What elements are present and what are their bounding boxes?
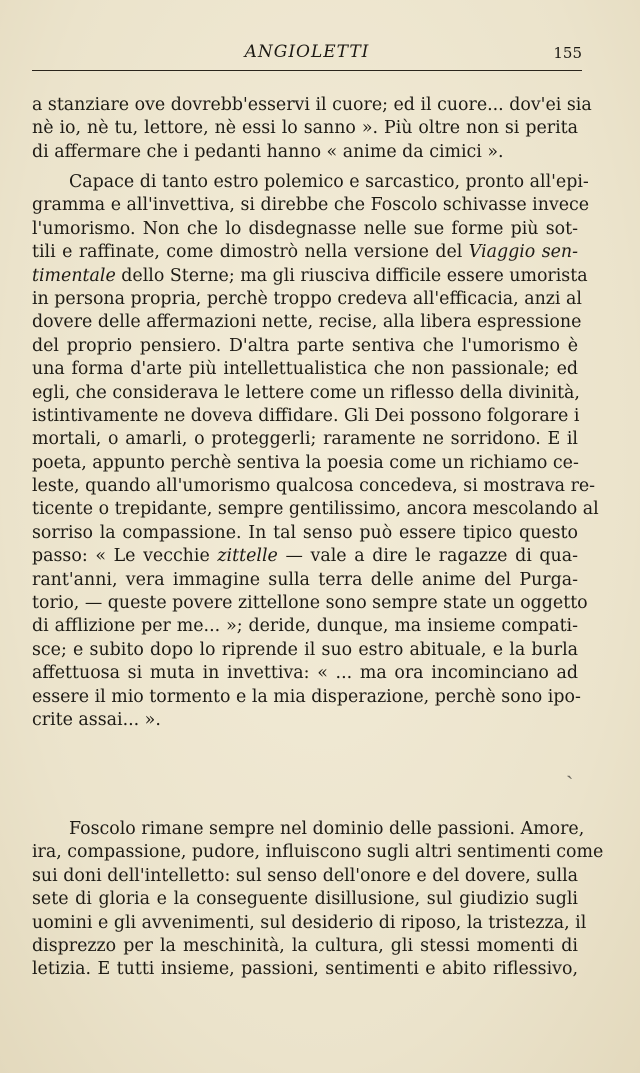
page-number: 155 [553,44,582,62]
paragraph-passioni [32,818,604,982]
text-line: una forma d'arte più intellettualistica che non passionale; ed [32,359,578,380]
text-line: poeta, appunto perchè sentiva la poesia come un richiamo ce- [32,452,579,473]
text-line: essere il mio tormento e la mia disperazione, perchè sono ipo- [32,686,581,707]
running-title: ANGIOLETTI [244,42,370,62]
text-line: sui doni dell'intelletto: sul senso dell'onore e del dovere, sulla [32,865,578,886]
paragraph-umorismo [32,171,599,732]
text-line: sete di gloria e la conseguente disillusione, sul giudizio sugli [32,889,578,910]
text-segment: passo: « Le vecchie [32,546,218,567]
italic-title: Viaggio sen- [468,242,578,263]
stray-mark: ˎ [566,755,574,780]
text-segment: tili e raffinate, come dimostrò nella versione del [32,242,469,263]
text-line: sorriso la compassione. In tal senso può essere tipico questo [32,522,578,543]
text-line: del proprio pensiero. D'altra parte sentiva che l'umorismo è [32,335,578,356]
italic-title: timentale [32,265,116,286]
italic-word: zittelle [217,546,278,567]
text-line: uomini e gli avvenimenti, sul desiderio di riposo, la tristezza, il [32,912,587,933]
text-line: sce; e subito dopo lo riprende il suo estro abituale, e la burla [32,639,578,660]
text-segment: dello Sterne; ma gli riusciva difficile essere umorista [121,265,588,286]
text-line: l'umorismo. Non che lo disdegnasse nelle sue forme più sot- [32,218,578,239]
text-line [32,545,578,568]
paragraph-continuation [32,94,592,164]
text-line: leste, quando all'umorismo qualcosa concedeva, si mostrava re- [32,476,596,497]
text-line: di affermare che i pedanti hanno « anime da cimici ». [32,141,504,162]
page-header [32,40,582,71]
text-line: istintivamente ne doveva diffidare. Gli Dei possono folgorare i [32,405,580,426]
text-line: letizia. E tutti insieme, passioni, sentimenti e abito riflessivo, [32,959,578,980]
text-line: affettuosa si muta in invettiva: « ... ma ora incominciano ad [32,663,578,684]
text-line [32,265,588,288]
text-line: crite assai... ». [32,709,161,730]
text-line: mortali, o amarli, o proteggerli; raramente ne sorridono. E il [32,429,578,450]
text-line [32,241,578,264]
text-line: ticente o trepidante, sempre gentilissimo, ancora mescolando al [32,499,599,520]
text-line: nè io, nè tu, lettore, nè essi lo sanno ». Più oltre non si perita [32,118,578,139]
text-line: di afflizione per me... »; deride, dunque, ma insieme compati- [32,616,578,637]
text-line: a stanziare ove dovrebb'esservi il cuore; ed il cuore... dov'ei sia [32,95,592,115]
text-line: in persona propria, perchè troppo credeva all'efficacia, anzi al [32,288,582,309]
text-line: ira, compassione, pudore, influiscono sugli altri sentimenti come [32,842,604,863]
text-segment: — vale a dire le ragazze di qua- [285,546,579,567]
text-line: Capace di tanto estro polemico e sarcastico, pronto all'epi- [69,172,589,192]
text-line: gramma e all'invettiva, si direbbe che Foscolo schivasse invece [32,195,590,216]
text-line: disprezzo per la meschinità, la cultura, gli stessi momenti di [32,935,578,956]
text-line: egli, che considerava le lettere come un riflesso della divinità, [32,382,580,403]
text-line: dovere delle affermazioni nette, recise, alla libera espressione [32,312,582,333]
text-line: torio, — queste povere zittellone sono sempre state un oggetto [32,593,588,614]
text-line: Foscolo rimane sempre nel dominio delle passioni. Amore, [69,819,585,839]
text-line: rant'anni, vera immagine sulla terra delle anime del Purga- [32,569,578,590]
